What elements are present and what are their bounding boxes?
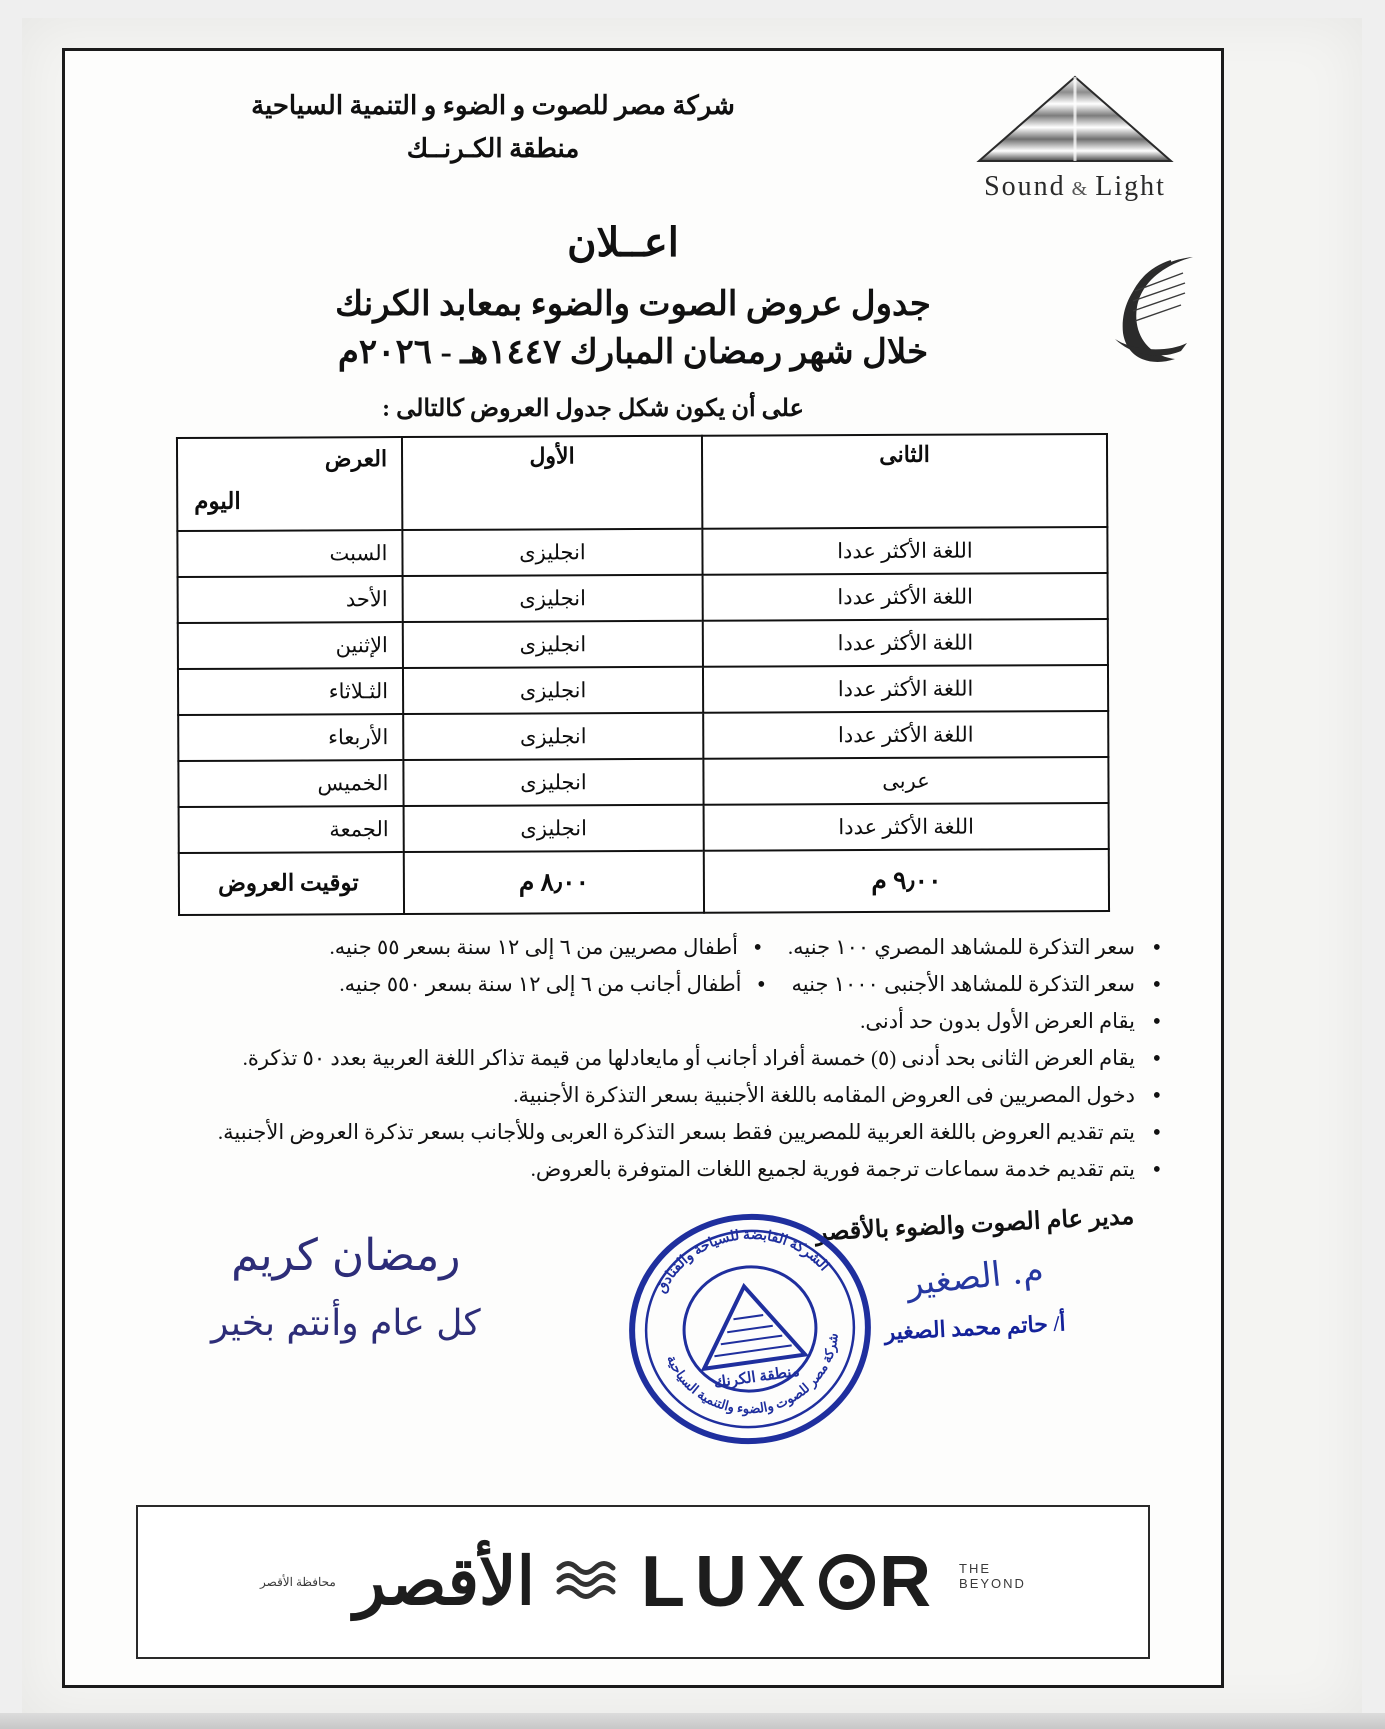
organization-name: شركة مصر للصوت و الضوء و التنمية السياحية [251, 91, 735, 120]
table-row [178, 619, 1108, 669]
footer-tagline [959, 1562, 1026, 1602]
greeting-ramadan: رمضان كريم [231, 1229, 461, 1281]
column-header-second: الثانى [702, 434, 1107, 529]
crescent-boat-emblem-icon [1075, 247, 1215, 367]
list-item: • يقام العرض الأول بدون حد أدنى. [117, 1004, 1161, 1038]
column-header-first: الأول [402, 436, 702, 530]
column-header-show: العرض [324, 445, 388, 472]
cell-day: الأربعاء [178, 714, 403, 761]
main-title-line2: خلال شهر رمضان المبارك ١٤٤٧هـ - ٢٠٢٦م [337, 333, 929, 371]
timing-second: ٩٫٠٠ م [704, 849, 1109, 913]
footer-latin-brand-post: R [879, 1542, 942, 1622]
column-header-show-day [177, 437, 402, 531]
pyramid-icon [955, 73, 1195, 165]
scan-edge-strip [0, 1713, 1385, 1729]
cell-first: انجليزى [403, 667, 703, 714]
svg-text:شركة مصر للصوت والضوء والتنمية: شركة مصر للصوت والضوء والتنمية السياحية [664, 1331, 841, 1417]
timing-first: ٨٫٠٠ م [404, 851, 704, 914]
cell-day: الأحد [178, 576, 403, 623]
cell-second: عربى [703, 757, 1108, 805]
footer-latin-brand-pre: LUX [641, 1542, 816, 1622]
luxor-brand-logo [136, 1505, 1150, 1659]
document-header [91, 65, 1195, 215]
note-price-foreign-children: • أطفال أجانب من ٦ إلى ١٢ سنة بسعر ٥٥٠ جنيه. [339, 967, 765, 1001]
footer-arabic-brand: الأقصر [353, 1546, 536, 1619]
cell-second: اللغة الأكثر عددا [703, 619, 1108, 667]
schedule-table [176, 433, 1110, 916]
handwritten-signature: م. الصغير [904, 1249, 1046, 1304]
cell-first: انجليزى [403, 575, 703, 622]
list-item [117, 967, 1161, 1001]
table-body [177, 527, 1109, 915]
logo-wordmark [955, 171, 1195, 203]
cell-first: انجليزى [403, 621, 703, 668]
water-waves-icon [553, 1556, 623, 1609]
list-item: • يتم تقديم خدمة سماعات ترجمة فورية لجميع اللغات المتوفرة بالعروض. [117, 1152, 1161, 1186]
table-header-row [177, 434, 1107, 531]
table-row [178, 757, 1108, 807]
cell-second: اللغة الأكثر عددا [703, 711, 1108, 759]
scanned-paper [22, 18, 1362, 1718]
column-header-day: اليوم [194, 488, 241, 514]
note-price-foreign: • سعر التذكرة للمشاهد الأجنبى ١٠٠٠ جنيه [791, 971, 1135, 996]
cell-day: الإثنين [178, 622, 403, 669]
table-row [178, 711, 1108, 761]
official-round-stamp-icon [615, 1204, 885, 1454]
list-item: • يقام العرض الثانى بحد أدنى (٥) خمسة أفراد أجانب أو مايعادلها من قيمة تذاكر اللغة العربية بعدد ٥٠ تذكرة. [117, 1041, 1161, 1075]
organization-block [91, 65, 955, 168]
list-item: • دخول المصريين فى العروض المقامه باللغة الأجنبية بسعر التذكرة الأجنبية. [117, 1078, 1161, 1112]
svg-text:منطقة الكرنك: منطقة الكرنك [712, 1363, 801, 1392]
logo-word-sound: Sound [984, 171, 1066, 202]
cell-day: الثـلاثاء [178, 668, 403, 715]
greeting-block [211, 1230, 481, 1344]
table-row [178, 573, 1108, 623]
logo-word-light: Light [1095, 171, 1166, 202]
cell-day: السبت [177, 530, 402, 577]
svg-text:الشركة القابضة للسياحة والفناد: الشركة القابضة للسياحة والفنادق [654, 1227, 832, 1296]
cell-first: انجليزى [403, 713, 703, 760]
logo-ampersand: & [1071, 178, 1090, 200]
signatory-name: أ/ حاتم محمد الصغير [883, 1310, 1067, 1345]
footer-latin-brand [641, 1541, 941, 1623]
cell-day: الجمعة [179, 806, 404, 853]
notes-list [117, 930, 1161, 1186]
main-title [91, 282, 1195, 376]
cell-first: انجليزى [404, 805, 704, 852]
sun-disc-icon [819, 1554, 875, 1610]
footer-tagline-line1: THE [959, 1561, 992, 1577]
cell-day: الخميس [178, 760, 403, 807]
announcement-title: اعــلان [567, 220, 679, 265]
list-item [117, 930, 1161, 964]
organization-region: منطقة الكـرنــك [406, 133, 580, 163]
table-row [179, 803, 1109, 853]
timing-label: توقيت العروض [179, 852, 404, 915]
table-row [177, 527, 1107, 577]
signatory-title: مدير عام الصوت والضوء بالأقصر [815, 1203, 1135, 1247]
cell-second: اللغة الأكثر عددا [702, 527, 1107, 575]
intro-sentence: على أن يكون شكل جدول العروض كالتالى : [382, 395, 804, 422]
greeting-eid: كل عام وأنتم بخير [211, 1302, 481, 1344]
flyer-border-frame [62, 48, 1224, 1688]
table-row [178, 665, 1108, 715]
title-block [91, 219, 1195, 376]
note-price-egyptian: • سعر التذكرة للمشاهد المصري ١٠٠ جنيه. [787, 934, 1135, 959]
note-price-egyptian-children: • أطفال مصريين من ٦ إلى ١٢ سنة بسعر ٥٥ جنيه. [330, 930, 762, 964]
footer-tagline-line2: BEYOND [959, 1576, 1026, 1591]
main-title-line1: جدول عروض الصوت والضوء بمعابد الكرنك [335, 286, 931, 323]
footer-tiny-arabic: محافظة الأقصر [260, 1574, 336, 1589]
cell-second: اللغة الأكثر عددا [703, 665, 1108, 713]
cell-second: اللغة الأكثر عددا [703, 573, 1108, 621]
list-item: • يتم تقديم العروض باللغة العربية للمصريين فقط بسعر التذكرة العربى وللأجانب بسعر تذكرة العروض الأجنبية. [117, 1115, 1161, 1149]
cell-first: انجليزى [403, 759, 703, 806]
table-row-timing [179, 849, 1109, 915]
sound-and-light-logo [955, 65, 1195, 203]
cell-first: انجليزى [402, 529, 702, 576]
signature-zone [91, 1203, 1195, 1510]
cell-second: اللغة الأكثر عددا [704, 803, 1109, 851]
